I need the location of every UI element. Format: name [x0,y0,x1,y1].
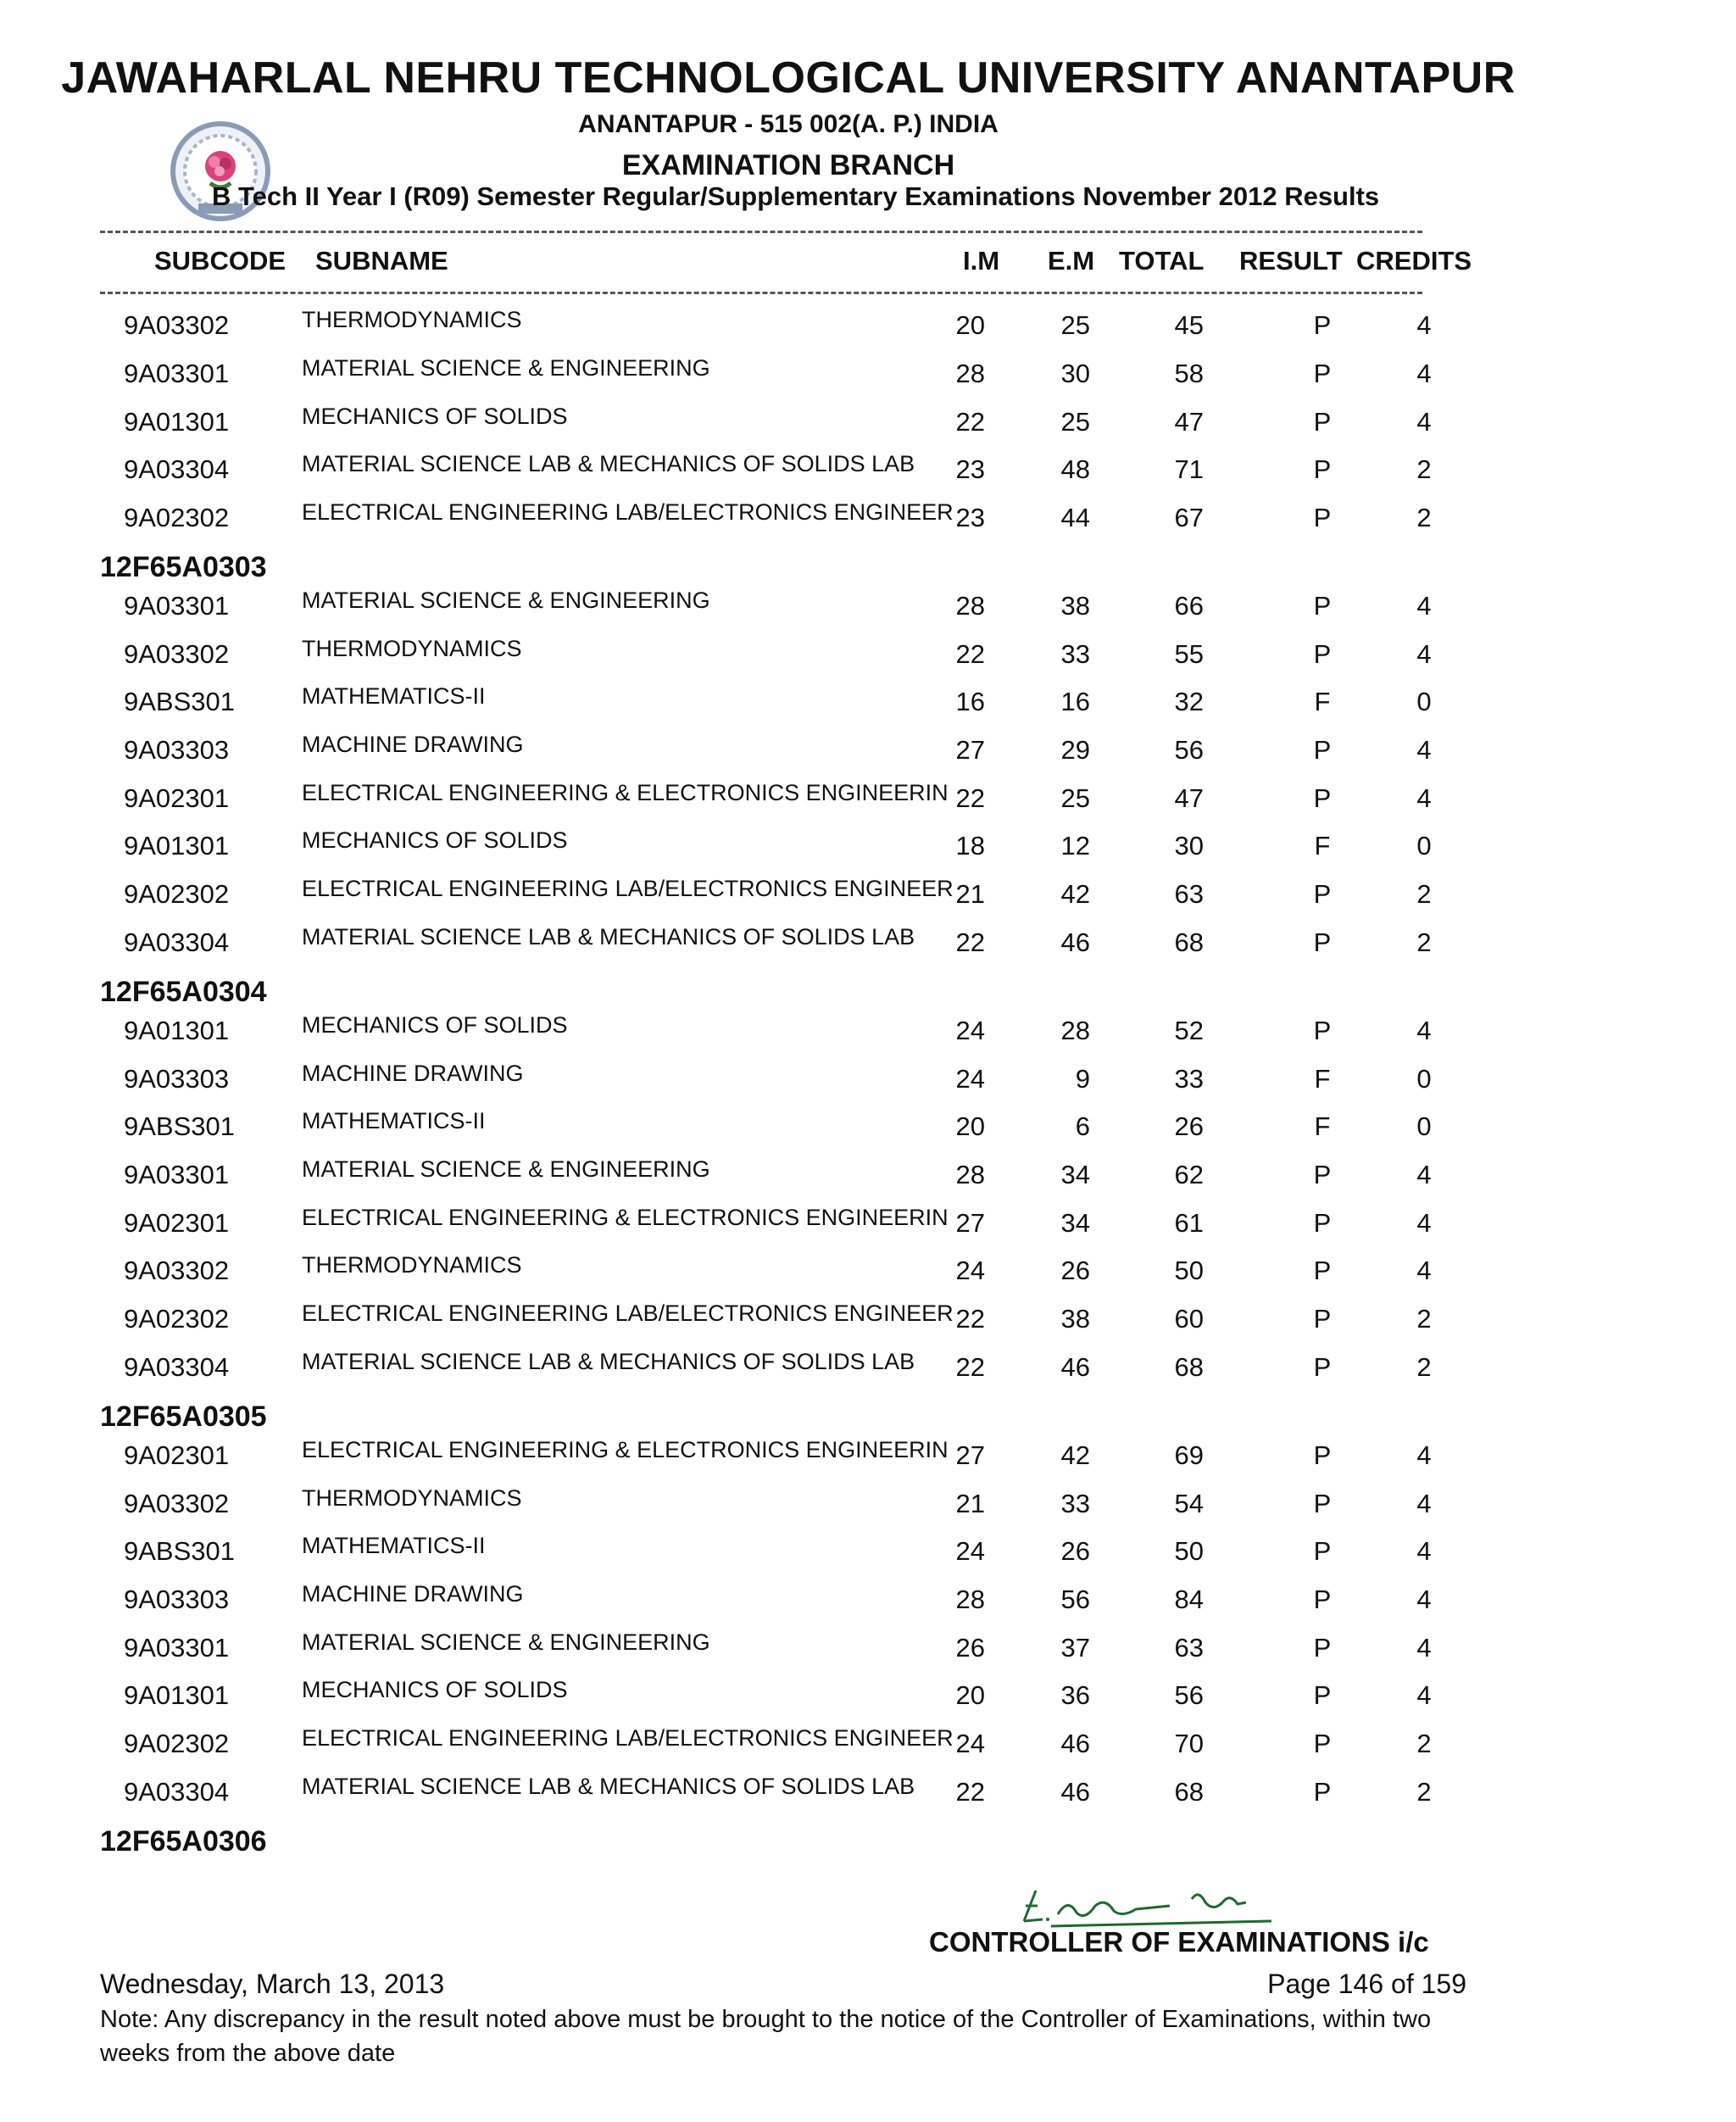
credits: 4 [1416,1633,1432,1663]
credits: 4 [1416,1585,1432,1614]
external-marks: 46 [1060,1352,1090,1382]
subject-name: MECHANICS OF SOLIDS [302,827,568,853]
subject-name: MATERIAL SCIENCE LAB & MECHANICS OF SOLIDS LAB [302,1774,915,1799]
credits: 4 [1416,1160,1432,1189]
credits: 2 [1416,1304,1432,1334]
external-marks: 46 [1060,1729,1090,1758]
result: P [1313,639,1332,669]
result: P [1313,1777,1332,1807]
subject-name: MATERIAL SCIENCE & ENGINEERING [302,1629,710,1655]
result: P [1313,454,1332,484]
subject-name: MATERIAL SCIENCE & ENGINEERING [302,1156,710,1182]
internal-marks: 24 [955,1729,985,1758]
internal-marks: 22 [955,1304,985,1334]
result-row [0,404,1526,454]
total-marks: 56 [1174,1680,1204,1710]
internal-marks: 16 [955,687,985,716]
credits: 4 [1416,735,1432,765]
total-marks: 70 [1174,1729,1204,1758]
credits: 2 [1416,1777,1432,1807]
credits: 4 [1416,639,1432,669]
subject-code: 9ABS301 [124,1111,235,1141]
total-marks: 84 [1174,1585,1204,1614]
subject-name: MATHEMATICS-II [302,1108,486,1133]
result: P [1313,1160,1332,1189]
subject-code: 9A03303 [124,1064,230,1094]
internal-marks: 18 [955,831,985,860]
external-marks: 33 [1060,1489,1090,1518]
result-row [0,827,1526,878]
subject-name: MATHEMATICS-II [302,683,486,709]
total-marks: 68 [1174,927,1204,957]
credits: 4 [1416,1440,1432,1470]
result-row [0,451,1526,502]
result: P [1313,1016,1332,1045]
subject-code: 9A03304 [124,927,230,957]
internal-marks: 22 [955,1777,985,1807]
credits: 0 [1416,687,1432,716]
total-marks: 58 [1174,359,1204,388]
result-row [0,1156,1526,1207]
subject-name: ELECTRICAL ENGINEERING & ELECTRONICS ENGINEERIN [302,780,949,805]
internal-marks: 27 [955,1208,985,1238]
internal-marks: 22 [955,407,985,437]
external-marks: 26 [1060,1256,1090,1285]
col-im: I.M [963,246,1000,276]
credits: 4 [1416,310,1432,340]
total-marks: 61 [1174,1208,1204,1238]
subject-code: 9A02301 [124,783,230,813]
subject-code: 9A02302 [124,1304,230,1334]
subject-name: THERMODYNAMICS [302,636,522,661]
internal-marks: 24 [955,1016,985,1045]
result-row [0,876,1526,927]
result-row [0,1205,1526,1256]
subject-code: 9A03303 [124,1585,230,1614]
internal-marks: 28 [955,1585,985,1614]
internal-marks: 22 [955,927,985,957]
internal-marks: 24 [955,1256,985,1285]
university-title: JAWAHARLAL NEHRU TECHNOLOGICAL UNIVERSITY ANANTAPUR [61,53,1516,103]
result: P [1313,1352,1332,1382]
subject-name: MACHINE DRAWING [302,732,524,757]
col-result: RESULT [1239,246,1343,276]
col-total: TOTAL [1119,246,1205,276]
internal-marks: 23 [955,503,985,532]
internal-marks: 22 [955,783,985,813]
subject-name: MACHINE DRAWING [302,1061,524,1086]
internal-marks: 22 [955,1352,985,1382]
result-row [0,1252,1526,1303]
subject-name: ELECTRICAL ENGINEERING LAB/ELECTRONICS ENGINEER [302,1725,954,1751]
controller-title: CONTROLLER OF EXAMINATIONS i/c [929,1926,1429,1958]
internal-marks: 21 [955,1489,985,1518]
total-marks: 69 [1174,1440,1204,1470]
total-marks: 26 [1174,1111,1204,1141]
external-marks: 46 [1060,927,1090,957]
subject-code: 9A02302 [124,1729,230,1758]
external-marks: 34 [1060,1208,1090,1238]
internal-marks: 21 [955,879,985,909]
internal-marks: 22 [955,639,985,669]
result-row [0,683,1526,734]
result-row [0,732,1526,783]
external-marks: 56 [1060,1585,1090,1614]
hallticket-number: 12F65A0303 [100,551,267,583]
subject-name: MATERIAL SCIENCE LAB & MECHANICS OF SOLIDS LAB [302,924,915,950]
result: P [1313,1489,1332,1518]
subject-code: 9A03301 [124,1633,230,1663]
total-marks: 67 [1174,503,1204,532]
external-marks: 33 [1060,639,1090,669]
total-marks: 45 [1174,310,1204,340]
credits: 4 [1416,1016,1432,1045]
internal-marks: 20 [955,1111,985,1141]
external-marks: 34 [1060,1160,1090,1189]
internal-marks: 28 [955,591,985,621]
external-marks: 36 [1060,1680,1090,1710]
subject-code: 9A01301 [124,831,230,860]
result-row [0,588,1526,638]
external-marks: 12 [1060,831,1090,860]
result: F [1314,831,1331,860]
subject-code: 9A03301 [124,359,230,388]
col-em: E.M [1048,246,1095,276]
result: P [1313,503,1332,532]
credits: 4 [1416,1536,1432,1566]
subject-name: MECHANICS OF SOLIDS [302,1012,568,1038]
total-marks: 62 [1174,1160,1204,1189]
internal-marks: 24 [955,1536,985,1566]
hallticket-number: 12F65A0304 [100,976,267,1008]
credits: 2 [1416,927,1432,957]
credits: 2 [1416,1729,1432,1758]
result: P [1313,1633,1332,1663]
subject-code: 9ABS301 [124,687,235,716]
result: P [1313,1536,1332,1566]
subject-code: 9A03304 [124,454,230,484]
subject-code: 9A02302 [124,503,230,532]
result-row [0,1012,1526,1063]
total-marks: 30 [1174,831,1204,860]
subject-name: THERMODYNAMICS [302,1485,522,1511]
result-row [0,780,1526,831]
subject-code: 9A01301 [124,1680,230,1710]
divider-top [100,231,1422,233]
external-marks: 37 [1060,1633,1090,1663]
result-row [0,1533,1526,1584]
external-marks: 48 [1060,454,1090,484]
subject-code: 9ABS301 [124,1536,235,1566]
total-marks: 66 [1174,591,1204,621]
col-subcode: SUBCODE [154,246,287,276]
subject-name: ELECTRICAL ENGINEERING & ELECTRONICS ENGINEERIN [302,1437,949,1462]
total-marks: 63 [1174,1633,1204,1663]
internal-marks: 23 [955,454,985,484]
page-number: Page 146 of 159 [1267,1969,1466,1999]
result-row [0,1437,1526,1488]
issue-date: Wednesday, March 13, 2013 [100,1969,445,1999]
credits: 0 [1416,831,1432,860]
credits: 2 [1416,503,1432,532]
total-marks: 71 [1174,454,1204,484]
total-marks: 56 [1174,735,1204,765]
subject-code: 9A03302 [124,1256,230,1285]
result: F [1314,1111,1331,1141]
external-marks: 42 [1060,879,1090,909]
credits: 0 [1416,1064,1432,1094]
internal-marks: 20 [955,1680,985,1710]
result-row [0,1108,1526,1159]
total-marks: 52 [1174,1016,1204,1045]
external-marks: 30 [1060,359,1090,388]
subject-code: 9A02301 [124,1208,230,1238]
result-row [0,1774,1526,1824]
result-row [0,1300,1526,1351]
result-row [0,1581,1526,1632]
subject-code: 9A03304 [124,1352,230,1382]
col-subname: SUBNAME [315,246,448,276]
university-address: ANANTAPUR - 515 002(A. P.) INDIA [578,110,999,138]
subject-name: ELECTRICAL ENGINEERING LAB/ELECTRONICS ENGINEER [302,876,954,901]
internal-marks: 24 [955,1064,985,1094]
result: P [1313,783,1332,813]
total-marks: 55 [1174,639,1204,669]
credits: 4 [1416,1680,1432,1710]
credits: 4 [1416,1256,1432,1285]
result: P [1313,1585,1332,1614]
credits: 4 [1416,1208,1432,1238]
external-marks: 46 [1060,1777,1090,1807]
subject-name: THERMODYNAMICS [302,307,522,332]
total-marks: 32 [1174,687,1204,716]
subject-code: 9A02301 [124,1440,230,1470]
subject-name: ELECTRICAL ENGINEERING & ELECTRONICS ENGINEERIN [302,1205,949,1230]
result-row [0,307,1526,358]
subject-code: 9A03303 [124,735,230,765]
credits: 4 [1416,359,1432,388]
total-marks: 33 [1174,1064,1204,1094]
external-marks: 6 [1075,1111,1090,1141]
result: F [1314,1064,1331,1094]
subject-name: MATERIAL SCIENCE LAB & MECHANICS OF SOLIDS LAB [302,451,915,476]
result-row [0,636,1526,687]
col-credits: CREDITS [1356,246,1472,276]
internal-marks: 26 [955,1633,985,1663]
result-row [0,1349,1526,1400]
internal-marks: 20 [955,310,985,340]
credits: 4 [1416,783,1432,813]
result: P [1313,1440,1332,1470]
result: P [1313,591,1332,621]
subject-code: 9A03302 [124,639,230,669]
branch-title: EXAMINATION BRANCH [621,149,955,181]
internal-marks: 27 [955,735,985,765]
subject-code: 9A01301 [124,1016,230,1045]
result-row [0,499,1526,550]
internal-marks: 28 [955,1160,985,1189]
credits: 4 [1416,591,1432,621]
subject-name: MECHANICS OF SOLIDS [302,1677,568,1702]
external-marks: 38 [1060,591,1090,621]
subject-code: 9A02302 [124,879,230,909]
result: P [1313,1208,1332,1238]
subject-name: THERMODYNAMICS [302,1252,522,1278]
result-row [0,1629,1526,1680]
result: P [1313,310,1332,340]
subject-code: 9A03302 [124,1489,230,1518]
result: P [1313,1729,1332,1758]
subject-name: ELECTRICAL ENGINEERING LAB/ELECTRONICS ENGINEER [302,1300,954,1326]
discrepancy-note: Note: Any discrepancy in the result noted above must be brought to the notice of the Controller of Examinations, within two weeks from the above date [100,2006,1432,2067]
result: P [1313,1680,1332,1710]
credits: 0 [1416,1111,1432,1141]
internal-marks: 28 [955,359,985,388]
external-marks: 16 [1060,687,1090,716]
subject-name: ELECTRICAL ENGINEERING LAB/ELECTRONICS ENGINEER [302,499,954,525]
external-marks: 26 [1060,1536,1090,1566]
subject-name: MATERIAL SCIENCE & ENGINEERING [302,355,710,381]
result-row [0,1725,1526,1776]
result-row [0,1061,1526,1111]
total-marks: 47 [1174,783,1204,813]
external-marks: 9 [1075,1064,1090,1094]
external-marks: 25 [1060,407,1090,437]
result-row [0,1485,1526,1536]
external-marks: 28 [1060,1016,1090,1045]
subject-code: 9A03302 [124,310,230,340]
result: P [1313,407,1332,437]
result-row [0,1677,1526,1728]
total-marks: 68 [1174,1777,1204,1807]
external-marks: 25 [1060,783,1090,813]
result: P [1313,927,1332,957]
divider-header [100,292,1422,294]
total-marks: 50 [1174,1536,1204,1566]
subject-code: 9A03301 [124,591,230,621]
total-marks: 47 [1174,407,1204,437]
result: P [1313,879,1332,909]
subject-code: 9A03301 [124,1160,230,1189]
exam-title: B Tech II Year I (R09) Semester Regular/Supplementary Examinations November 2012 Results [212,181,1380,211]
external-marks: 44 [1060,503,1090,532]
credits: 2 [1416,454,1432,484]
result-row [0,924,1526,975]
external-marks: 38 [1060,1304,1090,1334]
total-marks: 50 [1174,1256,1204,1285]
total-marks: 68 [1174,1352,1204,1382]
subject-name: MACHINE DRAWING [302,1581,524,1607]
result: P [1313,735,1332,765]
credits: 2 [1416,879,1432,909]
internal-marks: 27 [955,1440,985,1470]
result: P [1313,359,1332,388]
subject-name: MATERIAL SCIENCE LAB & MECHANICS OF SOLIDS LAB [302,1349,915,1374]
total-marks: 63 [1174,879,1204,909]
hallticket-number: 12F65A0305 [100,1401,267,1433]
credits: 2 [1416,1352,1432,1382]
hallticket-number: 12F65A0306 [100,1825,267,1857]
subject-name: MATERIAL SCIENCE & ENGINEERING [302,588,710,613]
external-marks: 29 [1060,735,1090,765]
total-marks: 60 [1174,1304,1204,1334]
subject-code: 9A03304 [124,1777,230,1807]
result-row [0,355,1526,406]
result: F [1314,687,1331,716]
controller-signature [1017,1880,1305,1931]
result: P [1313,1256,1332,1285]
credits: 4 [1416,1489,1432,1518]
credits: 4 [1416,407,1432,437]
total-marks: 54 [1174,1489,1204,1518]
subject-name: MECHANICS OF SOLIDS [302,404,568,429]
subject-name: MATHEMATICS-II [302,1533,486,1558]
subject-code: 9A01301 [124,407,230,437]
external-marks: 25 [1060,310,1090,340]
result: P [1313,1304,1332,1334]
external-marks: 42 [1060,1440,1090,1470]
